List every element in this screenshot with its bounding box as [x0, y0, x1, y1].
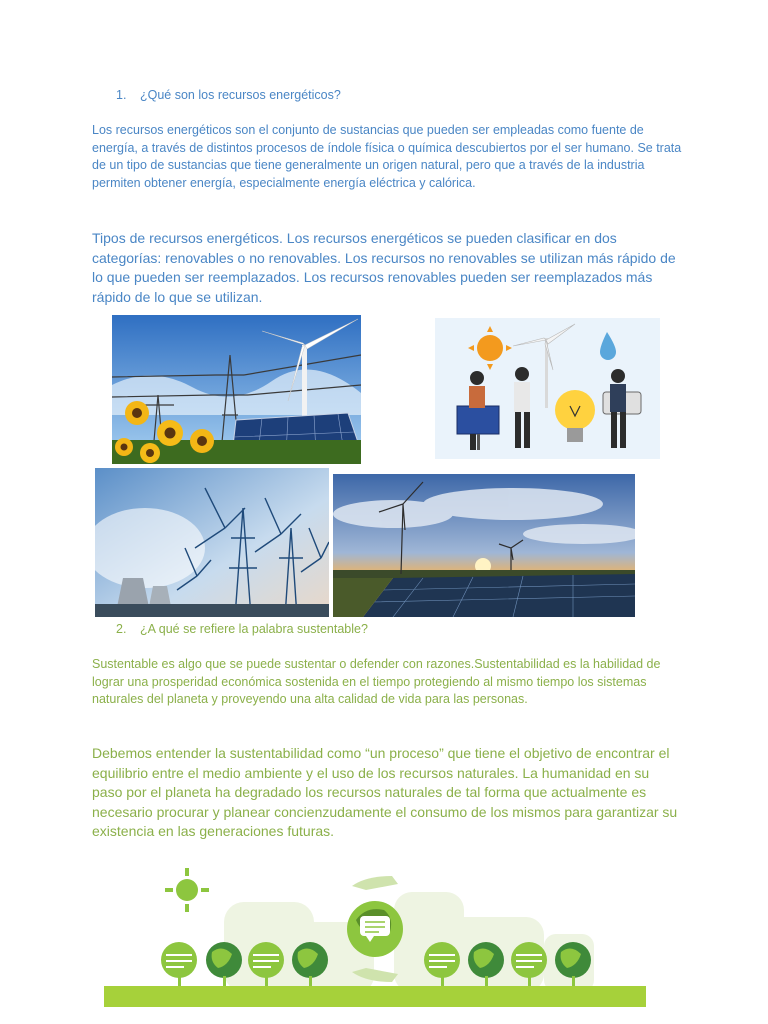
paragraph-sustainability-process: Debemos entender la sustentabilidad como “un proceso” que tiene el objetivo de encontrar el equilibrio entre el medio ambiente y el uso de los recursos naturales. La humanidad en su paso por el planeta ha degradado los recursos naturales de tal forma que actualmente es necesario procurar y planear concienzudamente el consumo de los mismos para garantizar su existencia en las generaciones futuras. [92, 745, 678, 839]
question-1-text: ¿Qué son los recursos energéticos? [140, 88, 341, 102]
question-1-number: 1. [116, 88, 127, 102]
paragraph-energy-resources: Los recursos energéticos son el conjunto de sustancias que pueden ser empleadas como fuente de energía, a través de distintos procesos de índole física o química descubiertos por el ser humano. Se trata de un tipo de sustancias que tiene generalmente un origen natural, pero que a través de la industria permiten obtener energía, especialmente energía eléctrica y calórica. [92, 123, 682, 190]
question-2 [116, 622, 368, 636]
sunset-wind-solar-field-photo [333, 474, 635, 617]
question-2-text: ¿A qué se refiere la palabra sustentable? [140, 622, 368, 636]
paragraph-sustainable: Sustentable es algo que se puede sustentar o defender con razones.Sustentabilidad es la habilidad de lograr una prosperidad económica sostenida en el tiempo protegiendo al mismo tiempo los sistemas naturales del planeta y proveyendo una alta calidad de vida para las personas. [92, 657, 661, 706]
question-2-number: 2. [116, 622, 127, 636]
question-1 [116, 88, 341, 102]
paragraph-energy-types: Tipos de recursos energéticos. Los recursos energéticos se pueden clasificar en dos categorías: renovables o no renovables. Los recursos no renovables se utilizan más rápido de lo que pueden ser reemplazados. Los recursos renovables pueden ser reemplazados más rápido de lo que se utilizan. [92, 230, 676, 305]
sunflowers-wind-solar-photo [112, 315, 361, 464]
renewable-people-illustration [435, 318, 660, 459]
wind-turbines-power-plant-photo [95, 468, 329, 617]
sustainability-illustration [104, 862, 646, 1007]
